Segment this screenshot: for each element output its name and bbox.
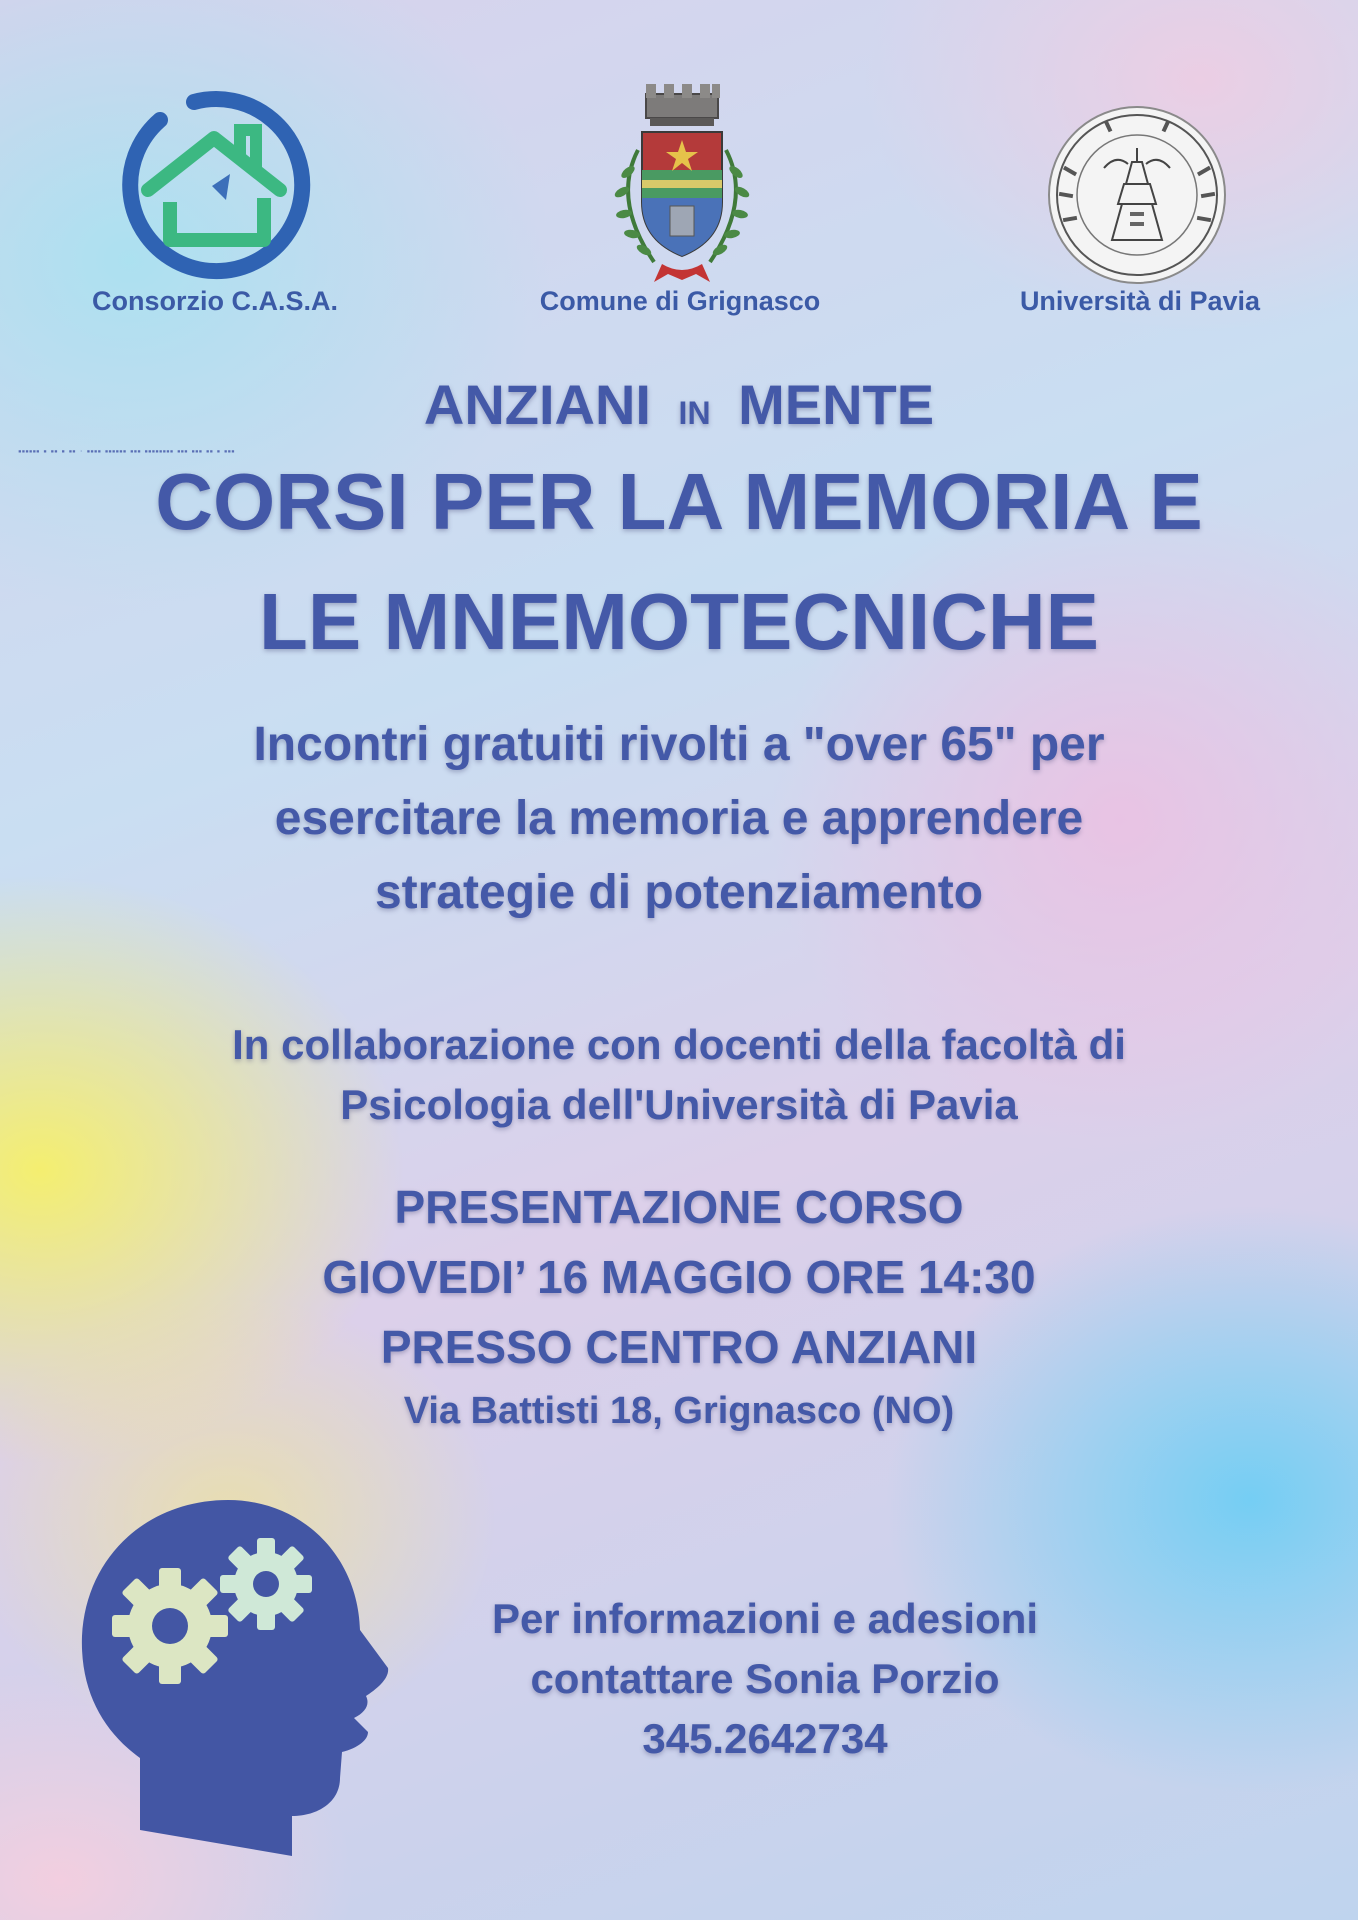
subtitle-line2: esercitare la memoria e apprendere bbox=[274, 792, 1084, 845]
kicker-right: MENTE bbox=[738, 373, 935, 436]
collaboration-line1: In collaborazione con docenti della facoltà di bbox=[232, 1021, 1126, 1068]
coat-of-arms-logo bbox=[598, 80, 766, 288]
kicker-mid: IN bbox=[678, 395, 711, 431]
subtitle-line3: strategie di potenziamento bbox=[374, 866, 984, 919]
pavia-logo-label: Università di Pavia bbox=[1019, 286, 1261, 316]
house-circle-logo bbox=[118, 90, 314, 286]
contact-line2: contattare Sonia Porzio bbox=[530, 1655, 1000, 1702]
university-seal-logo bbox=[1046, 104, 1228, 286]
head-gears-icon bbox=[78, 1496, 398, 1856]
kicker-title bbox=[0, 370, 1358, 448]
casa-logo-label: Consorzio C.A.S.A. bbox=[91, 286, 338, 316]
subtitle-line1: Incontri gratuiti rivolti a "over 65" per bbox=[253, 718, 1105, 771]
event-line2: GIOVEDI’ 16 MAGGIO ORE 14:30 bbox=[322, 1251, 1036, 1303]
faint-marks: ▪▪▪▪▪▪ ▪ ▪▪ ▪ ▪▪ · ▪▪▪▪ ▪▪▪▪▪▪ ▪▪▪ ▪▪▪▪▪▪▪▪ ▪▪▪ ▪▪▪ ▪▪ ▪ ▪▪▪ bbox=[18, 448, 235, 455]
main-title-line1: CORSI PER LA MEMORIA E bbox=[155, 457, 1203, 546]
event-line1: PRESENTAZIONE CORSO bbox=[394, 1181, 964, 1233]
collaboration-line2: Psicologia dell'Università di Pavia bbox=[340, 1081, 1018, 1128]
event-line3: PRESSO CENTRO ANZIANI bbox=[380, 1321, 978, 1373]
event-address: Via Battisti 18, Grignasco (NO) bbox=[403, 1390, 955, 1432]
grignasco-logo-label: Comune di Grignasco bbox=[539, 286, 821, 316]
main-title-line2: LE MNEMOTECNICHE bbox=[259, 577, 1099, 666]
contact-phone: 345.2642734 bbox=[642, 1715, 888, 1762]
contact-line1: Per informazioni e adesioni bbox=[491, 1595, 1039, 1642]
kicker-left: ANZIANI bbox=[423, 373, 651, 436]
